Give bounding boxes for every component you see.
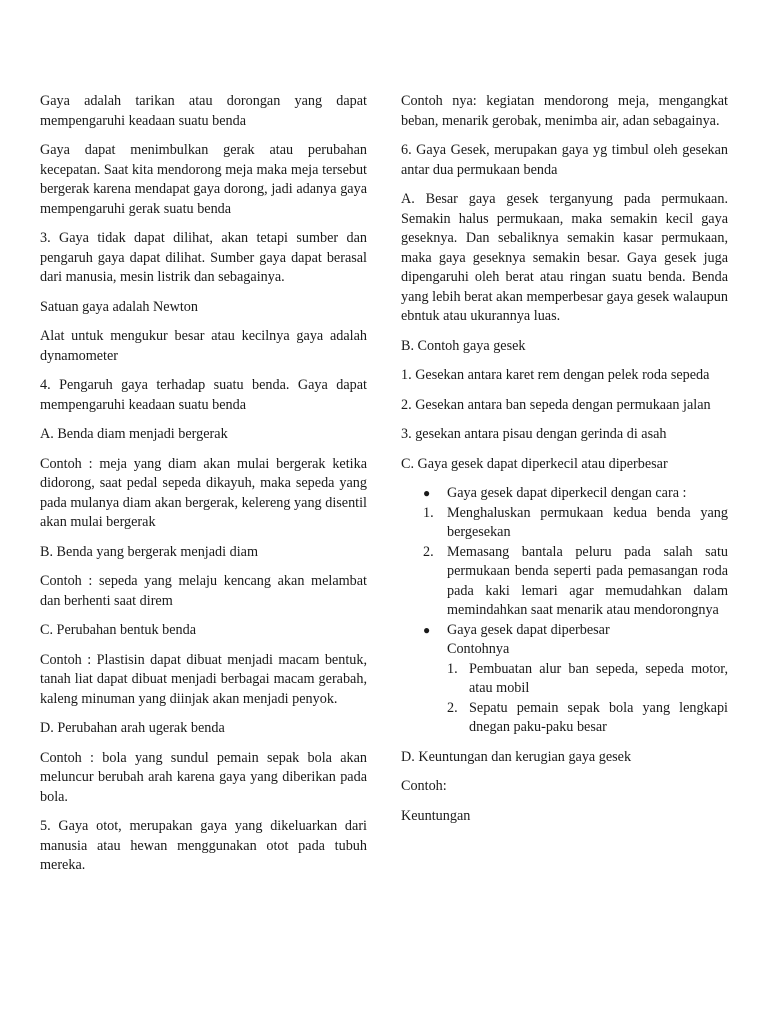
label-contoh: Contoh: xyxy=(401,778,447,794)
list-item xyxy=(401,660,728,699)
paragraph-gaya-sumber: 3. Gaya tidak dapat dilihat, akan tetapi sumber dan pengaruh gaya dapat dilihat. Sumber gaya dapat berasal dari manusia, mesin listrik dan sebagainya. xyxy=(40,230,367,285)
bullet-icon: ● xyxy=(423,486,431,500)
paragraph-contoh-bergerak: Contoh : meja yang diam akan mulai bergerak ketika didorong, saat pedal sepeda dikayuh, maka sepeda yang pada mulanya diam akan bergerak, kelereng yang disentil akan mulai bergerak xyxy=(40,455,367,530)
list-text: Menghaluskan permukaan kedua benda yang bergesekan xyxy=(447,504,728,540)
friction-list xyxy=(401,484,728,738)
paragraph-contoh-diam: Contoh : sepeda yang melaju kencang akan melambat dan berhenti saat direm xyxy=(40,573,367,609)
paragraph-gaya-gerak: Gaya dapat menimbulkan gerak atau perubahan kecepatan. Saat kita mendorong meja maka meja tersebut bergerak karena mendapat gaya dorong, jadi adanya gaya mempengaruhi gerak suatu benda xyxy=(40,142,367,217)
heading-benda-bergerak-diam: B. Benda yang bergerak menjadi diam xyxy=(40,543,259,560)
bullet-icon: ● xyxy=(423,622,431,637)
right-column xyxy=(401,92,728,836)
heading-benda-diam: A. Benda diam menjadi bergerak xyxy=(40,426,228,442)
heading-perubahan-arah: D. Perubahan arah ugerak benda xyxy=(40,720,225,736)
list-number: 1. xyxy=(447,660,458,677)
bullet-text: Gaya gesek dapat diperkecil dengan cara : xyxy=(447,485,687,501)
paragraph-gesekan-rem: 1. Gesekan antara karet rem dengan pelek roda sepeda xyxy=(401,367,710,383)
label-keuntungan: Keuntungan xyxy=(401,807,471,824)
list-text: Memasang bantala peluru pada salah satu permukaan benda seperti pada pemasangan roda pada kaki lemari agar memudahkan dalam memindahkan saat menarik atau mendorongnya xyxy=(447,543,728,618)
paragraph-gaya-gesek: 6. Gaya Gesek, merupakan gaya yg timbul oleh gesekan antar dua permukaan benda xyxy=(401,142,728,178)
bullet-item-diperbesar xyxy=(401,621,728,641)
paragraph-gesekan-pisau: 3. gesekan antara pisau dengan gerinda di asah xyxy=(401,426,667,442)
paragraph-pengaruh-gaya: 4. Pengaruh gaya terhadap suatu benda. Gaya dapat mempengaruhi keadaan suatu benda xyxy=(40,377,367,413)
left-column xyxy=(40,92,367,886)
paragraph-alat-ukur: Alat untuk mengukur besar atau kecilnya gaya adalah dynamometer xyxy=(40,328,367,364)
heading-perubahan-bentuk: C. Perubahan bentuk benda xyxy=(40,622,197,638)
list-item xyxy=(401,504,728,543)
list-text: Pembuatan alur ban sepeda, sepeda motor, atau mobil xyxy=(469,660,728,696)
heading-contoh-gaya-gesek: B. Contoh gaya gesek xyxy=(401,337,526,354)
heading-diperkecil-diperbesar: C. Gaya gesek dapat diperkecil atau diperbesar xyxy=(401,455,668,472)
paragraph-gaya-otot: 5. Gaya otot, merupakan gaya yang dikeluarkan dari manusia atau hewan menggunakan otot pada tubuh mereka. xyxy=(40,818,367,873)
list-text: Sepatu pemain sepak bola yang lengkapi dnegan paku-paku besar xyxy=(469,699,728,735)
heading-keuntungan-kerugian: D. Keuntungan dan kerugian gaya gesek xyxy=(401,748,632,765)
paragraph-gaya-definition: Gaya adalah tarikan atau dorongan yang dapat mempengaruhi keadaan suatu benda xyxy=(40,93,367,129)
paragraph-besar-gaya-gesek: A. Besar gaya gesek terganyung pada permukaan. Semakin halus permukaan, maka semakin kecil gaya geseknya. Dan sebaliknya semakin kasar permukaan, maka gaya geseknya semakin besar. Gaya gesek juga dipengaruhi oleh berat atau ringan suatu benda. Benda yang lebih berat akan memperbesar gaya gesek walaupun ebntuk atau ukurannya luas. xyxy=(401,191,728,324)
paragraph-contoh-otot: Contoh nya: kegiatan mendorong meja, mengangkat beban, menarik gerobak, menimba air, adan sebagainya. xyxy=(401,93,728,129)
list-item xyxy=(401,699,728,738)
list-number: 2. xyxy=(423,543,434,560)
paragraph-contoh-arah: Contoh : bola yang sundul pemain sepak bola akan meluncur berubah arah karena gaya yang diberikan pada bola. xyxy=(40,749,367,805)
paragraph-contoh-bentuk: Contoh : Plastisin dapat dibuat menjadi macam bentuk, tanah liat dapat dibuat menjadi berbagai macam gerabah, kaleng minuman yang diinjak akan menjadi penyok. xyxy=(40,651,367,707)
paragraph-gesekan-ban: 2. Gesekan antara ban sepeda dengan permukaan jalan xyxy=(401,396,711,413)
paragraph-satuan-gaya: Satuan gaya adalah Newton xyxy=(40,298,198,315)
bullet-text: Gaya gesek dapat diperbesar xyxy=(447,621,610,638)
list-number: 2. xyxy=(447,699,458,716)
list-number: 1. xyxy=(423,504,434,521)
contohnya-label: Contohnya xyxy=(447,641,510,657)
bullet-item-diperkecil xyxy=(401,484,728,504)
list-item xyxy=(401,543,728,621)
